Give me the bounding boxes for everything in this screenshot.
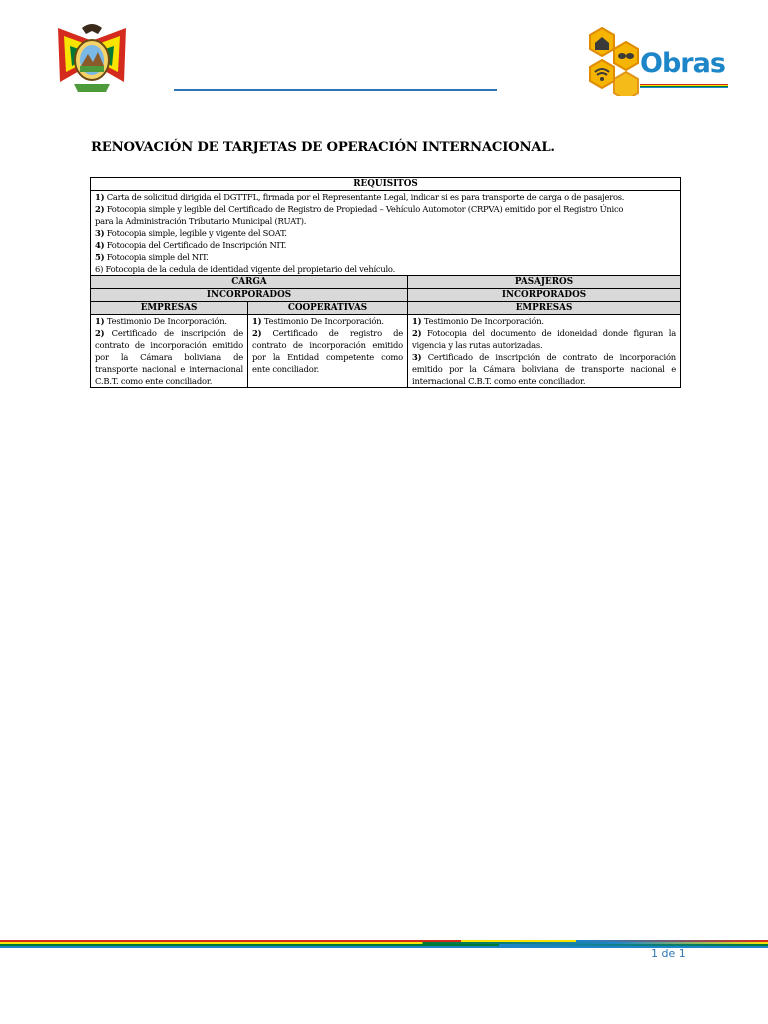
logo-tricolor-stripes — [640, 84, 728, 88]
obras-logo-text: Obras — [640, 48, 725, 79]
page-number: 1 de 1 — [651, 947, 686, 960]
list-item: 1) Testimonio De Incorporación. — [252, 316, 384, 326]
requisitos-list — [91, 191, 681, 276]
requisito-item: 4) Fotocopia del Certificado de Inscripción NIT. — [95, 240, 287, 250]
list-item: 1) Testimonio De Incorporación. — [95, 316, 227, 326]
carga-incorporados-heading: INCORPORADOS — [91, 289, 408, 302]
coat-of-arms-emblem — [52, 22, 132, 94]
list-item: 2) Certificado de registro de contrato de incorporación emitido por la Entidad competente como ente conciliador. — [252, 328, 403, 374]
pasajeros-empresas-cell — [408, 315, 681, 388]
requisitos-heading: REQUISITOS — [91, 178, 681, 191]
pasajeros-empresas-heading: EMPRESAS — [408, 302, 681, 315]
condor-icon — [82, 24, 102, 34]
requisito-item: 1) Carta de solicitud dirigida el DGTTFL, firmada por el Representante Legal, indicar si es para transporte de carga o de pasajeros. — [95, 192, 625, 202]
list-item: 2) Fotocopia del documento de idoneidad donde figuran la vigencia y las rutas autorizadas. — [412, 328, 676, 350]
header-rule — [174, 89, 497, 91]
requisito-item: 3) Fotocopia simple, legible y vigente del SOAT. — [95, 228, 287, 238]
carga-heading: CARGA — [91, 276, 408, 289]
list-item: 3) Certificado de inscripción de contrato de incorporación emitido por la Cámara boliviana de transporte nacional e internacional C.B.T. como ente conciliador. — [412, 352, 676, 386]
carga-empresas-cell — [91, 315, 248, 388]
laurel-icon — [74, 84, 110, 92]
requisito-item: para la Administración Tributario Municipal (RUAT). — [95, 216, 307, 226]
requirements-table — [90, 177, 681, 388]
list-item: 1) Testimonio De Incorporación. — [412, 316, 544, 326]
carga-cooperativas-cell — [248, 315, 408, 388]
pasajeros-heading: PASAJEROS — [408, 276, 681, 289]
pasajeros-incorporados-heading: INCORPORADOS — [408, 289, 681, 302]
requisito-item: 6) Fotocopia de la cedula de identidad vigente del propietario del vehículo. — [95, 264, 395, 274]
list-item: 2) Certificado de inscripción de contrato de incorporación emitido por la Cámara boliviana de transporte nacional e internacional C.B.T. como ente conciliador. — [95, 328, 243, 386]
requisito-item: 5) Fotocopia simple del NIT. — [95, 252, 209, 262]
carga-cooperativas-heading: COOPERATIVAS — [248, 302, 408, 315]
carga-empresas-heading: EMPRESAS — [91, 302, 248, 315]
requisito-item: 2) Fotocopia simple y legible del Certificado de Registro de Propiedad – Vehículo Automotor (CRPVA) emitido por el Registro Único — [95, 204, 624, 214]
document-title: RENOVACIÓN DE TARJETAS DE OPERACIÓN INTERNACIONAL. — [91, 140, 555, 155]
